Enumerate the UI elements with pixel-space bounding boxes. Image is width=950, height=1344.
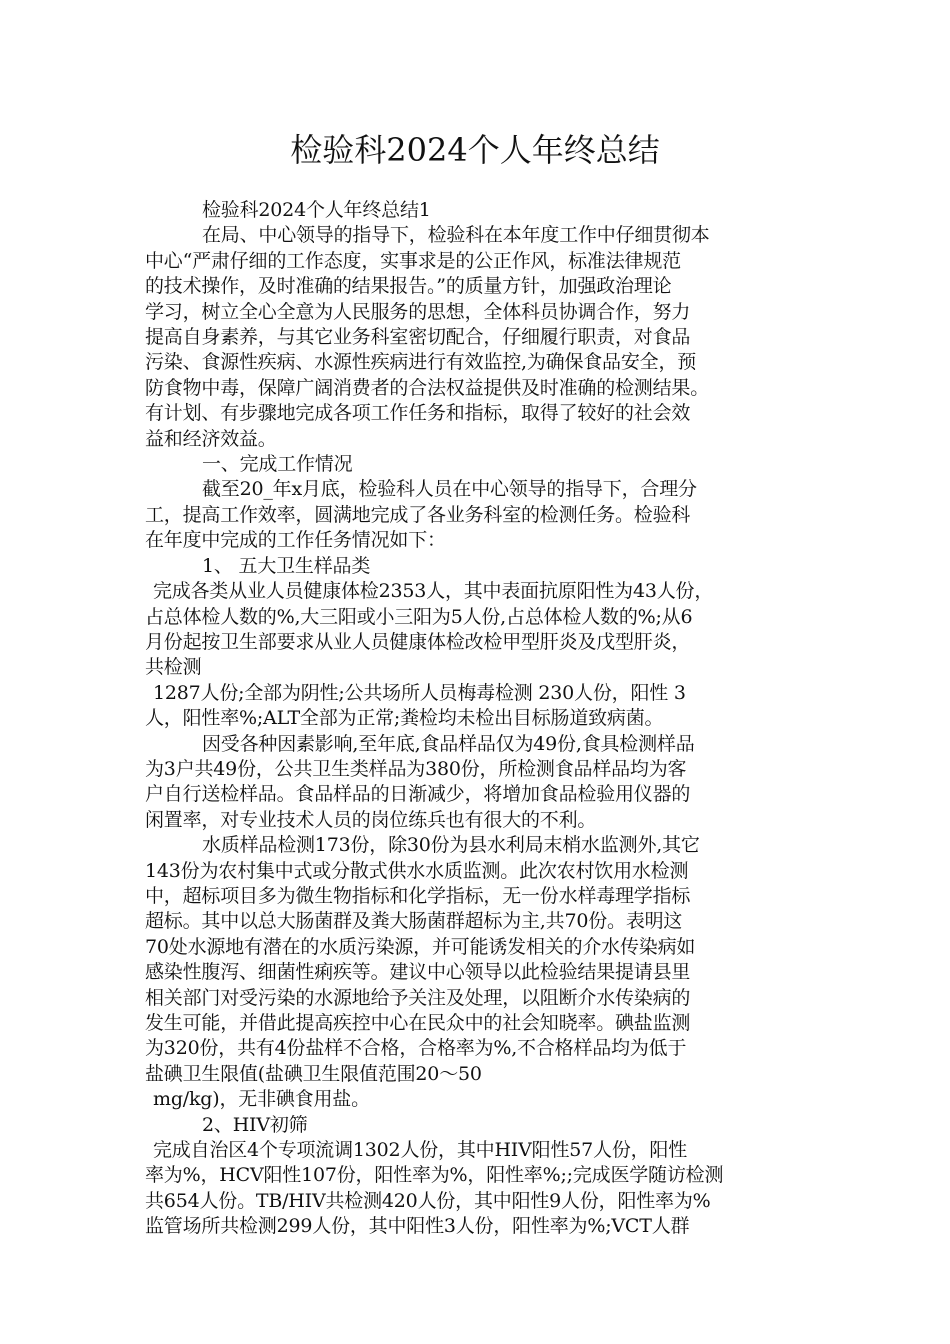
paragraph-line: 水质样品检测173份，除30份为县水利局末梢水监测外,其它 [202, 834, 700, 857]
paragraph-line: 益和经济效益。 [145, 427, 277, 450]
paragraph-line: mg/kg)，无非碘食用盐。 [153, 1088, 370, 1111]
paragraph-line: 监管场所共检测299人份，其中阳性3人份，阳性率为%;VCT人群 [145, 1215, 690, 1238]
paragraph-line: 的技术操作，及时准确的结果报告。”的质量方针，加强政治理论 [145, 275, 672, 298]
paragraph-line: 月份起按卫生部要求从业人员健康体检改检甲型肝炎及戊型肝炎， [145, 630, 691, 653]
paragraph-line: 污染、食源性疾病、水源性疾病进行有效监控,为确保食品安全，预 [145, 351, 697, 374]
paragraph-line: 143份为农村集中式或分散式供水水质监测。此次农村饮用水检测 [145, 859, 689, 882]
paragraph-line: 为3户共49份，公共卫生类样品为380份，所检测食品样品均为客 [145, 757, 687, 780]
paragraph-line: 中心“严肃仔细的工作态度，实事求是的公正作风，标准法律规范 [145, 249, 681, 272]
paragraph-line: 闲置率，对专业技术人员的岗位练兵也有很大的不利。 [145, 808, 597, 831]
document-body [145, 198, 810, 1240]
paragraph-line: 提高自身素养，与其它业务科室密切配合，仔细履行职责，对食品 [145, 326, 691, 349]
paragraph-line: 在年度中完成的工作任务情况如下： [145, 529, 446, 552]
paragraph-line: 1287人份;全部为阴性;公共场所人员梅毒检测 230人份，阳性 3 [153, 681, 686, 704]
paragraph-line: 截至20_年x月底，检验科人员在中心领导的指导下，合理分 [202, 478, 697, 501]
paragraph-line: 人，阳性率%;ALT全部为正常;粪检均未检出目标肠道致病菌。 [145, 707, 664, 730]
paragraph-line: 完成自治区4个专项流调1302人份，其中HIV阳性57人份，阳性 [153, 1139, 688, 1162]
paragraph-line: 2、HIV初筛 [202, 1113, 308, 1136]
paragraph-line: 防食物中毒，保障广阔消费者的合法权益提供及时准确的检测结果。 [145, 376, 710, 399]
paragraph-line: 超标。其中以总大肠菌群及粪大肠菌群超标为主,共70份。表明这 [145, 910, 683, 933]
paragraph-line: 为320份，共有4份盐样不合格，合格率为%,不合格样品均为低于 [145, 1037, 687, 1060]
paragraph-line: 占总体检人数的%,大三阳或小三阳为5人份,占总体检人数的%;从6 [145, 605, 693, 628]
paragraph-line: 感染性腹泻、细菌性痢疾等。建议中心领导以此检验结果提请县里 [145, 961, 691, 984]
paragraph-line: 完成各类从业人员健康体检2353人，其中表面抗原阳性为43人份， [153, 580, 714, 603]
paragraph-line: 中，超标项目多为微生物指标和化学指标，无一份水样毒理学指标 [145, 884, 691, 907]
paragraph-line: 在局、中心领导的指导下，检验科在本年度工作中仔细贯彻本 [202, 224, 710, 247]
paragraph-line: 相关部门对受污染的水源地给予关注及处理，以阻断介水传染病的 [145, 986, 691, 1009]
paragraph-line: 检验科2024个人年终总结1 [202, 199, 431, 221]
paragraph-line: 因受各种因素影响,至年底,食品样品仅为49份,食具检测样品 [202, 732, 695, 755]
paragraph-line: 1、 五大卫生样品类 [202, 554, 371, 577]
paragraph-line: 发生可能，并借此提高疾控中心在民众中的社会知晓率。碘盐监测 [145, 1012, 691, 1034]
document-title: 检验科2024个人年终总结 [290, 131, 660, 169]
paragraph-line: 70处水源地有潜在的水质污染源，并可能诱发相关的介水传染病如 [145, 935, 696, 958]
paragraph-line: 工，提高工作效率，圆满地完成了各业务科室的检测任务。检验科 [145, 503, 691, 526]
paragraph-line: 率为%，HCV阳性107份，阳性率为%，阳性率%;;完成医学随访检测 [145, 1164, 724, 1187]
paragraph-line: 有计划、有步骤地完成各项工作任务和指标，取得了较好的社会效 [145, 402, 691, 425]
paragraph-line: 学习，树立全心全意为人民服务的思想，全体科员协调合作，努力 [145, 300, 691, 323]
paragraph-line: 盐碘卫生限值(盐碘卫生限值范围20～50 [145, 1062, 482, 1085]
paragraph-line: 户自行送检样品。食品样品的日渐减少，将增加食品检验用仪器的 [145, 783, 691, 806]
paragraph-line: 一、完成工作情况 [202, 453, 353, 476]
paragraph-line: 共654人份。TB/HIV共检测420人份，其中阳性9人份，阳性率为% [145, 1189, 711, 1212]
paragraph-line: 共检测 [145, 656, 202, 679]
